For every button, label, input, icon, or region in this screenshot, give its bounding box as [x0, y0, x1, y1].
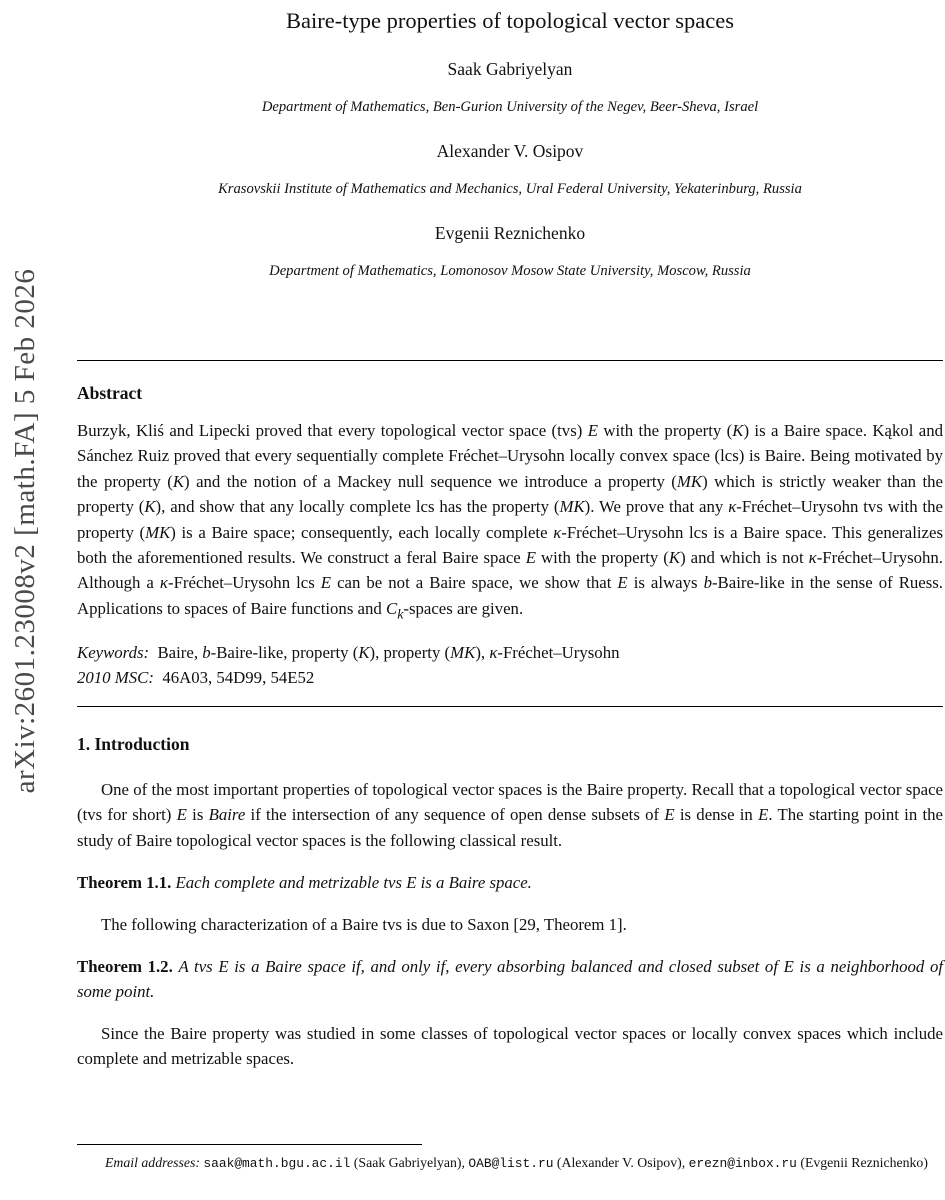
- author-name-1: Saak Gabriyelyan: [447, 59, 573, 79]
- author-name-3: Evgenii Reznichenko: [434, 223, 586, 243]
- paper-title: Baire-type properties of topological vector spaces: [286, 8, 734, 33]
- author-affiliation-1: Department of Mathematics, Ben-Gurion University of the Negev, Beer-Sheva, Israel: [261, 99, 759, 115]
- theorem-1-1-body: Each complete and metrizable tvs E is a Baire space.: [175, 873, 532, 893]
- footnote: [77, 1144, 943, 1177]
- theorem-1-2-body: A tvs E is a Baire space if, and only if, every absorbing balanced and closed subset of E is a neighborhood of some point.: [77, 957, 944, 1002]
- author-affiliation-3: Department of Mathematics, Lomonosov Mosow State University, Moscow, Russia: [269, 263, 751, 279]
- intro-paragraph-3: Since the Baire property was studied in some classes of topological vector spaces or locally convex spaces which include complete and metrizable spaces.: [77, 1023, 943, 1069]
- author-name-2: Alexander V. Osipov: [436, 141, 584, 161]
- footnote-rule: [77, 1144, 422, 1145]
- keywords-line: Keywords: Baire, b-Baire-like, property (K), property (MK), κ-Fréchet–Urysohn: [77, 642, 620, 662]
- msc-line: 2010 MSC: 46A03, 54D99, 54E52: [77, 667, 315, 687]
- arxiv-watermark: arXiv:2601.23008v2 [math.FA] 5 Feb 2026: [9, 268, 41, 794]
- intro-paragraph-1: One of the most important properties of topological vector spaces is the Baire property. Recall that a topological vector space (tvs for short) E is Baire if the intersection of any sequence of open dense subsets of E is dense in E. The starting point in the study of Baire topological vector spaces is the following classical result.: [77, 780, 943, 850]
- intro-paragraph-2: The following characterization of a Baire tvs is due to Saxon [29, Theorem 1].: [101, 914, 627, 934]
- theorem-1-1-label: Theorem 1.1.: [77, 873, 172, 893]
- section-heading-introduction: 1. Introduction: [77, 734, 190, 755]
- abstract-top-divider: [77, 360, 943, 361]
- abstract-text: Burzyk, Kliś and Lipecki proved that every topological vector space (tvs) E with the property (K) is a Baire space. Kąkol and Sánchez Ruiz proved that every sequentially complete Fréchet–Urysohn locally convex space (lcs) is Baire. Being motivated by the property (K) and the notion of a Mackey null sequence we introduce a property (MK) which is strictly weaker than the property (K), and show that any locally complete lcs has the property (MK). We prove that any κ-Fréchet–Urysohn tvs with the property (MK) is a Baire space; consequently, each locally complete κ-Fréchet–Urysohn lcs is a Baire space. This generalizes both the aforementioned results. We construct a feral Baire space E with the property (K) and which is not κ-Fréchet–Urysohn. Although a κ-Fréchet–Urysohn lcs E can be not a Baire space, we show that E is always b-Baire-like in the sense of Ruess. Applications to spaces of Baire functions and $C_k$-spaces are given.: [77, 421, 944, 623]
- abstract-heading: Abstract: [77, 383, 143, 403]
- author-affiliation-2: Krasovskii Institute of Mathematics and Mechanics, Ural Federal University, Yekaterinburg, Russia: [218, 181, 802, 197]
- abstract-bottom-divider: [77, 706, 943, 707]
- email-addresses: Email addresses: saak@math.bgu.ac.il (Saak Gabriyelyan), OAB@list.ru (Alexander V. Osipov), erezn@inbox.ru (Evgenii Reznichenko): [105, 1155, 928, 1171]
- paper-content: [77, 0, 943, 1072]
- theorem-1-2: [77, 954, 943, 1005]
- theorem-1-1: [77, 870, 943, 895]
- theorem-1-2-label: Theorem 1.2.: [77, 957, 173, 977]
